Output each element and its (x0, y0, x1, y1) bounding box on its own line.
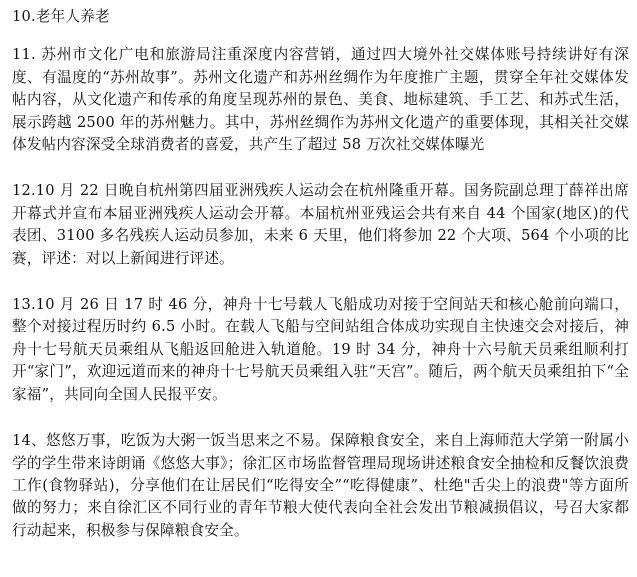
item-10: 10.老年人养老 (12, 8, 110, 25)
item-12: 12.10 月 22 日晚自杭州第四届亚洲残疾人运动会在杭州隆重开幕。国务院副总理丁薛祥出席开幕式并宣布本届亚洲残疾人运动会开幕。本届杭州亚残运会共有来自 44 个国家(地区)的代表团、3100 多名残疾人运动员参加，未来 6 天里，他们将参加 22 个大项、564 个小项的比赛，评述：对以上新闻进行评述。 (12, 182, 629, 267)
item-11: 11. 苏州市文化广电和旅游局注重深度内容营销，通过四大境外社交媒体账号持续讲好有深度、有温度的“苏州故事”。苏州文化遗产和苏州丝绸作为年度推广主题，贯穿全年社交媒体发帖内容，从文化遗产和传承的角度呈现苏州的景色、美食、地标建筑、手工艺、和苏式生活，展示跨越 2500 年的苏州魅力。其中，苏州丝绸作为苏州文化遗产的重要体现，其相关社交媒体发帖内容深受全球消费者的喜爱，共产生了超过 58 万次社交媒体曝光 (12, 46, 629, 154)
item-13: 13.10 月 26 日 17 时 46 分，神舟十七号载人飞船成功对接于空间站天和核心舱前向端口，整个对接过程历时约 6.5 小时。在载人飞船与空间站组合体成功实现自主快速交会对接后，神舟十七号航天员乘组从飞船返回舱进入轨道舱。19 时 34 分，神舟十六号航天员乘组顺利打开“家门”，欢迎远道而来的神舟十七号航天员乘组入驻“天宫”。随后，两个航天员乘组拍下“全家福”，共同向全国人民报平安。 (12, 296, 629, 403)
item-14: 14、悠悠万事，吃饭为大粥一饭当思来之不易。保障粮食安全，来自上海师范大学第一附属小学的学生带来诗朗诵《悠悠大事》；徐汇区市场监督管理局现场讲述粮食安全抽检和反餐饮浪费工作(食物驿站)，分享他们在让居民们“吃得安全”“吃得健康”、杜绝"舌尖上的浪费"等方面所做的努力；来自徐汇区不同行业的青年节粮大使代表向全社会发出节粮减损倡议，号召大家都行动起来，积极参与保障粮食安全。 (12, 432, 629, 539)
